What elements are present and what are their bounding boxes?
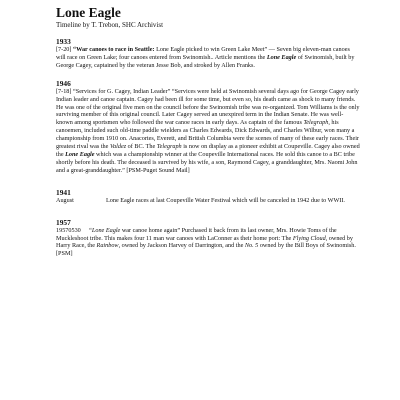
- entry-1933-canoe-name: Lone Eagle: [266, 53, 297, 61]
- entry-1946-part: which was a championship winner at the Coupeville International races. He sold this canoe to a BC tribe shortly before his death. The deceased is survived by his wife, a son, Raymond Cagey, a granddaughter, Mrs. Naomi John and a great-granddaughter.” [PSM-Puget Sound Mail]: [56, 150, 358, 174]
- entry-1946-part: is now on display as a pioneer exhibit at Coupeville. Cagey also owned the: [56, 143, 360, 158]
- page-title: Lone Eagle: [56, 5, 121, 20]
- entry-1957-part: war canoe home again” Purchased it back from its last owner, Mrs. Howie Toms of the Muckleshoot tribe. This makes four 11 man war canoes with LaConner as their home port: The: [56, 226, 339, 242]
- entry-1946-part: of BC. The: [126, 143, 157, 151]
- entry-1957-part: , owned by Harry Race, the: [56, 234, 355, 250]
- entry-1946-part: , his canoemen, included such old-time paddle wielders as Charles Edwards, Dick Edwards, and Charles Wilbur, won many a championship from 1910 on. Anacortes, Everett, and British Columbia were the scenes of many of these early races. Their greatest rival was the: [56, 119, 359, 151]
- entry-1957-part: owned by the Bill Boys of Swinomish. [PSM]: [56, 242, 358, 258]
- entry-1941-date: August: [56, 196, 74, 204]
- entry-1946-canoe-name: Valdez: [109, 143, 127, 151]
- entry-1957-part: 19570530: [56, 226, 89, 234]
- entry-1933-part: Lone Eagle picked to win Green Lake Meet” — Seven big eleven-man canoes will race on Green Lake; four canoes entered from Swinomish.. Article mentions the: [56, 46, 350, 61]
- entry-1946-canoe-name: Lone Eagle: [65, 150, 95, 158]
- year-heading-1941: 1941: [56, 187, 71, 197]
- entry-1933-headline: “War canoes to race in Seattle:: [73, 46, 155, 53]
- entry-1946-part: [7-18] “Services for G. Cagey, Indian Leader” “Services were held at Swinomish several days ago for George Cagey early Indian leader and canoe captain. Cagey had been ill for some time, but even so, his death came as shock to many friends. He was one of the original five men on the council before the Swinomish tribe was re-organized. Tom Williams is the only surviving member of this original council. Later Cagey served an unexpired term in the Indian Senate. He was well-known among sportsmen who followed the war canoe races in early days. As captain of the famous: [56, 87, 360, 127]
- entry-1957-canoe-name: “Lone Eagle: [88, 226, 121, 234]
- entry-1946-canoe-name: Telegraph: [156, 143, 182, 151]
- entry-1957-canoe-name: Flying Cloud: [292, 234, 326, 242]
- year-heading-1933: 1933: [56, 37, 71, 46]
- entry-1957-canoe-name: No. 5: [244, 242, 259, 250]
- entry-1933-text: [56, 46, 360, 70]
- entry-1946-canoe-name: Telegraph: [303, 119, 329, 127]
- year-heading-1957: 1957: [56, 217, 71, 227]
- entry-1957-text: [56, 227, 360, 259]
- entry-1933-part: of Swinomish, built by George Cagey, captained by the veteran Jesse Bob, and stroked by Allen Franks.: [56, 53, 355, 69]
- entry-1941-text: Lone Eagle races at last Coupeville Water Festival which will be canceled in 1942 due to WWII.: [106, 196, 345, 204]
- entry-1946-text: [56, 88, 360, 175]
- entry-1957-part: , owned by Jackson Harvey of Darrington, and the: [118, 242, 245, 250]
- year-heading-1946: 1946: [56, 78, 71, 88]
- entry-1933-part: [7-20]: [56, 46, 74, 53]
- entry-1941: [56, 197, 360, 205]
- entry-1957-canoe-name: Rainbow: [96, 242, 119, 250]
- page-subtitle: Timeline by T. Trebon, SHC Archivist: [56, 21, 164, 29]
